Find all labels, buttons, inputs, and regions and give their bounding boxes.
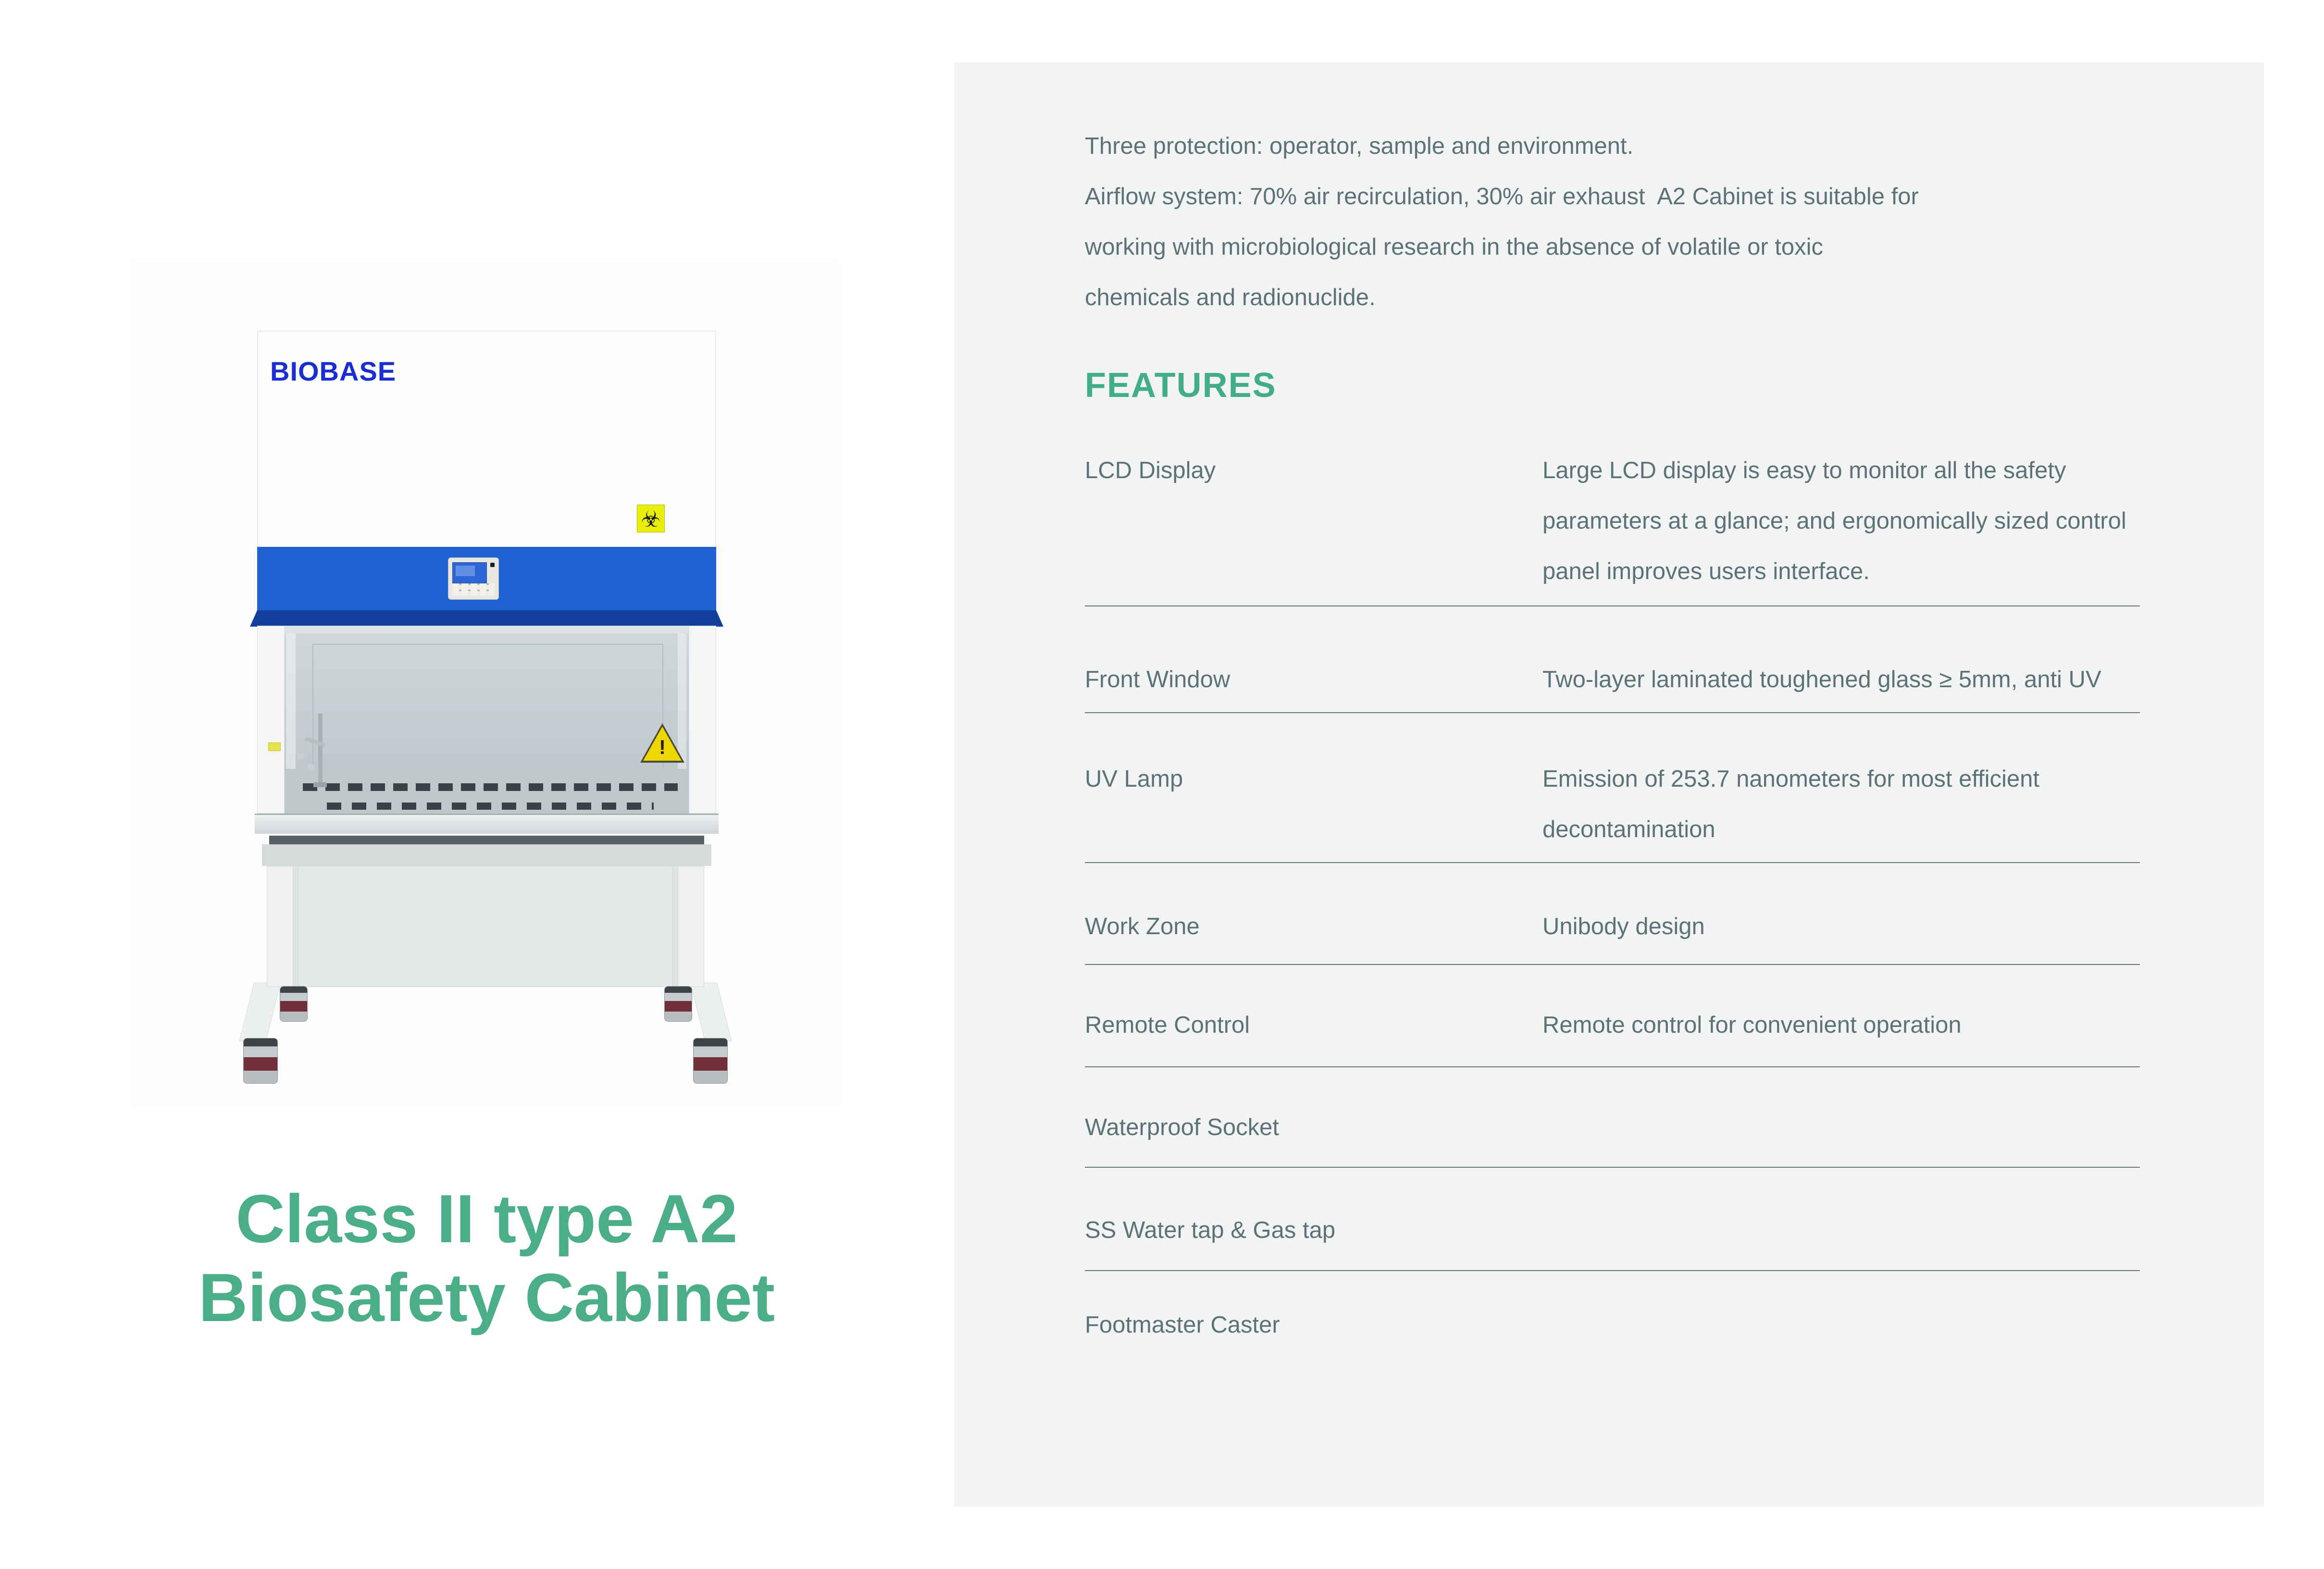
intro-line: Three protection: operator, sample and environment.: [1085, 133, 1634, 159]
info-panel: [954, 62, 2264, 1507]
intro-line: Airflow system: 70% air recirculation, 30% air exhaust A2 Cabinet is suitable for: [1085, 184, 1919, 210]
feature-row: [1085, 442, 2140, 606]
caster: [664, 986, 692, 1022]
tap-handle: [297, 753, 304, 760]
feature-label: Remote Control: [1085, 1012, 1250, 1038]
lcd-screen: [452, 562, 487, 583]
stand-panel: [298, 866, 673, 987]
feature-description: [1542, 1102, 2140, 1153]
window-top-frame: [257, 626, 716, 633]
product-title: [43, 1180, 930, 1337]
feature-label: UV Lamp: [1085, 766, 1183, 792]
product-photo: [130, 259, 841, 1105]
tap-base: [313, 782, 327, 787]
feature-label: Front Window: [1085, 667, 1230, 692]
work-surface: [255, 814, 719, 834]
tap-handle: [308, 764, 315, 771]
feature-description: Emission of 253.7 nanometers for most efficient decontamination: [1542, 766, 2046, 842]
feature-row: [1085, 713, 2140, 863]
front-apron: [262, 844, 711, 866]
feature-row: [1085, 1067, 2140, 1168]
stand-foot-right: [690, 983, 732, 1041]
feature-description: Large LCD display is easy to monitor all the safety parameters at a glance; and ergonomically sized control panel improves users interface.: [1542, 457, 2133, 584]
control-keypad: [452, 583, 495, 596]
intro-line: working with microbiological research in the absence of volatile or toxic: [1085, 234, 1824, 260]
feature-description: [1542, 1205, 2140, 1256]
features-table: [1085, 442, 2140, 1350]
vent-holes-row-1: [303, 783, 678, 791]
feature-row: [1085, 1271, 2140, 1350]
frame-label-sticker: [268, 742, 281, 751]
product-title-line1: Class II type A2: [236, 1181, 738, 1257]
product-title-line2: Biosafety Cabinet: [198, 1260, 775, 1336]
vent-holes-row-2: [327, 803, 654, 810]
feature-row: [1085, 863, 2140, 965]
feature-description: [1542, 1300, 2140, 1350]
power-indicator: [490, 563, 495, 567]
feature-label: Waterproof Socket: [1085, 1114, 1279, 1140]
warning-triangle-icon: !: [640, 723, 684, 764]
features-heading: FEATURES: [1085, 366, 1277, 405]
footmaster-caster: [243, 1038, 278, 1084]
feature-label: Work Zone: [1085, 914, 1200, 939]
front-grille-slot: [269, 836, 704, 844]
control-panel: [448, 557, 499, 600]
intro-text: [1085, 121, 2140, 323]
brand-logo: BIOBASE: [270, 356, 397, 386]
window-frame-left: [257, 626, 285, 814]
intro-line: chemicals and radionuclide.: [1085, 284, 1376, 310]
biohazard-icon: ☣: [637, 505, 665, 532]
stand-foot-left: [239, 983, 281, 1041]
back-wall-seam: [312, 644, 663, 783]
feature-description: Remote control for convenient operation: [1542, 1012, 1962, 1038]
caster: [280, 986, 308, 1022]
stand-leg-front-left: [267, 866, 293, 987]
footmaster-caster: [693, 1038, 728, 1084]
feature-label: SS Water tap & Gas tap: [1085, 1217, 1336, 1243]
feature-row: [1085, 606, 2140, 713]
feature-label: Footmaster Caster: [1085, 1312, 1280, 1338]
feature-description: Two-layer laminated toughened glass ≥ 5mm, anti UV: [1542, 667, 2101, 692]
feature-description: Unibody design: [1542, 914, 1705, 939]
cabinet-hood-slope: [250, 610, 723, 627]
water-tap: [318, 714, 323, 786]
feature-row: [1085, 965, 2140, 1067]
stand-leg-front-right: [678, 866, 704, 987]
feature-row: [1085, 1168, 2140, 1271]
feature-label: LCD Display: [1085, 457, 1216, 483]
window-frame-right: [689, 626, 716, 814]
